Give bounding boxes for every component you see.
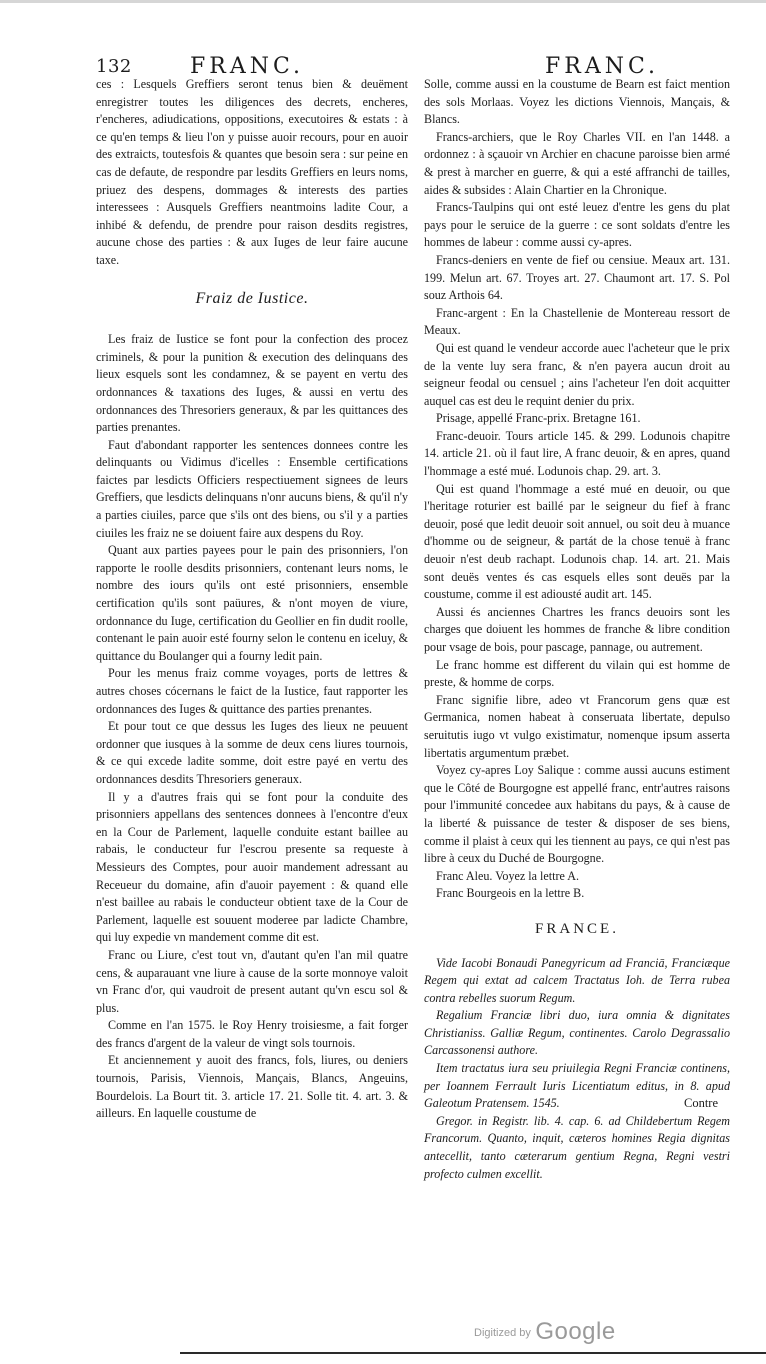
paragraph: Aussi és anciennes Chartres les francs deuoirs sont les charges que doiuent les hommes de franche & libre condition pour vsage de bois, pour pascage, pannage, ou autrement. <box>424 604 730 654</box>
digitized-by-google-watermark <box>474 1318 616 1346</box>
paragraph: Voyez cy-apres Loy Salique : comme aussi aucuns estiment que le Côté de Bourgogne est appellé franc, entr'autres raisons pour l'immunité concedee aux habitans du pays, & à cause de la liberté & puissance de tester & disposer de ses biens, comme il plaist à ceux qui les tiennent au pays, ce qui n'est pas libre à ceux du Duché de Bourgogne. <box>424 763 730 866</box>
paragraph: Franc signifie libre, adeo vt Francorum gens quæ est Germanica, nomen habeat à conseruata libertate, depulso seruitutis iugo vt vulgo existimatur, nomenque ipsum asserta libertatis argumentum præbet. <box>424 692 730 760</box>
paragraph: Qui est quand l'hommage a esté mué en deuoir, ou que l'heritage roturier est baillé par le seigneur du fief à franc deuoir, posé que ledit deuoir soit annuel, ou soit deu à muance d'homme ou de seigneur, & partát de la chose tenuë à franc deuoir n'est deub rachapt. Lodunois chap. 14. art. 21. Mais sont deuës ventes és cas esquels elles sont deuës par la coustume, comme il est adiousté audit art. 145. <box>424 481 730 602</box>
latin-reference: Vide Iacobi Bonaudi Panegyricum ad Franciā, Franciæque Regem qui extat ad calcem Tractatus Ioh. de Terra rubea contra rebelles suorum Regum. <box>424 955 730 1005</box>
paragraph: Franc ou Liure, c'est tout vn, d'autant qu'en l'an mil quatre cens, & auparauant vne liure à cause de la sorte monnoye valoit vn Franc d'or, qui vaudroit de present autant qu'vn escu sol & plus. <box>96 947 408 1015</box>
running-title-right: FRANC. <box>545 54 660 79</box>
paragraph: Faut d'abondant rapporter les sentences donnees contre les delinquants ou Vidimus d'icelles : Ensemble certifications faictes par lesdicts Officiers respectiuement signees de leurs Greffiers, que lesdicts delinquans n'onr aucuns biens, & qu'il n'y a parties ciuiles, parce que s'ils ont des biens, ou s'il y a parties ciuiles les fraiz ne se doiuent faire aux despens du Roy. <box>96 437 408 540</box>
page-bottom-edge <box>180 1352 766 1354</box>
paragraph: Qui est quand le vendeur accorde auec l'acheteur que le prix de la vente luy sera franc, & n'en payera aucun droit au seigneur feodal ou censuel ; ains l'acheteur l'en doit acquitter auquel cas est deu le requint denier du prix. <box>424 340 730 408</box>
paragraph: Franc Aleu. Voyez la lettre A. <box>436 868 579 883</box>
section-heading-france: FRANCE. <box>535 920 619 937</box>
latin-reference: Gregor. in Registr. lib. 4. cap. 6. ad Childebertum Regem Francorum. Quanto, inquit, cæteros homines Regia dignitas antecellit, tanto cæterarum gentium Regna, Regni vestri profecto culmen excellit. <box>424 1113 730 1181</box>
page-top-edge <box>0 0 766 3</box>
section-heading-fraiz-de-iustice: Fraiz de Iustice. <box>195 289 309 307</box>
paragraph: Et pour tout ce que dessus les Iuges des lieux ne peuuent ordonner que iusques à la somme de deux cens liures tournois, & ce qui excede ladite somme, doit estre payé en vertu des ordonnances desdits Thresoriers generaux. <box>96 719 408 786</box>
catchword: Contre <box>684 1096 719 1110</box>
latin-reference: Regalium Franciæ libri duo, iura omnia & dignitates Christianiss. Galliæ Regum, continentes. Carolo Degrassalio Carcassonensi authore. <box>424 1008 730 1058</box>
paragraph: Francs-Taulpins qui ont esté leuez d'entre les gens du plat pays pour le seruice de la guerre : ce sont soldats d'entre les hommes de labeur : comme aussi cy-apres. <box>424 200 730 250</box>
paragraph: Il y a d'autres frais qui se font pour la conduite des prisonniers appellans des sentences donnees à l'encontre d'eux en la Cour de Parlement, laquelle conduite estant baillee au rabais, le conducteur fur l'escrou presente sa requeste à Messieurs des Comptes, pour auoir mandement adressant au Receueur du domaine, afin d'auoir payement : & quand elle n'est baillee au rabais le conducteur obtient taxe de la Cour de Parlement, laquelle est souuent moderee par ladicte Chambre, qui luy expedie vn mandement comme dit est. <box>96 789 408 945</box>
digitized-by-label: Digitized by <box>474 1327 531 1339</box>
running-title-left: FRANC. <box>190 54 305 79</box>
latin-references <box>424 955 730 1184</box>
paragraph: Franc Bourgeois en la lettre B. <box>436 886 585 901</box>
paragraph: Franc-argent : En la Chastellenie de Montereau ressort de Meaux. <box>424 305 730 338</box>
paragraph: Les fraiz de Iustice se font pour la confection des procez criminels, & pour la punition & execution des delinquans des lieux esquels sont les condamnez, & se payent en vertu des ordonnances & taxations des Iuges, & aussi en vertu des ordonnances des Thresoriers generaux, & par les quittances des parties prenantes. <box>96 332 408 435</box>
right-column <box>424 76 730 1183</box>
paragraph: Franc-deuoir. Tours article 145. & 299. Lodunois chapitre 14. article 21. où il faut lire, A franc deuoir, & en apres, quand l'hommage a esté mué. Lodunois chap. 29. art. 3. <box>424 428 730 479</box>
paragraph: Prisage, appellé Franc-prix. Bretagne 161. <box>436 411 641 426</box>
paragraph: Comme en l'an 1575. le Roy Henry troisiesme, a fait forger des francs d'argent de la valeur de vingt sols tournois. <box>96 1018 408 1050</box>
google-logo: Google <box>535 1318 616 1345</box>
paragraph: Francs-deniers en vente de fief ou censiue. Meaux art. 131. 199. Melun art. 67. Troyes art. 27. Chaumont art. 17. S. Pol souz Arthois 64. <box>424 252 730 303</box>
paragraph: Solle, comme aussi en la coustume de Bearn est faict mention des sols Morlaas. Voyez les dictions Viennois, Mançais, & Blancs. <box>424 77 730 127</box>
page-number: 132 <box>96 56 132 77</box>
latin-reference: Item tractatus iura seu priuilegia Regni Franciæ continens, per Ioannem Ferrault Iuris Licentiatum editus, in 8. apud Galeotum Pratensem. 1545. <box>424 1061 730 1111</box>
paragraph: Pour les menus fraiz comme voyages, ports de lettres & autres choses cócernans le faict de la Iustice, faut rapporter les ordonnances des Iuges & quittance des parties prenantes. <box>96 666 408 716</box>
left-column <box>96 76 408 1123</box>
paragraph: Le franc homme est different du vilain qui est homme de preste, & homme de corps. <box>424 657 730 690</box>
paragraph: Quant aux parties payees pour le pain des prisonniers, l'on rapporte le roolle desdits prisonniers, contenant leurs noms, le nombre des iours qu'ils ont esté prisonniers, ensemble certification qu'ils sont paüures, & n'ont moyen de viure, ordonnance du Iuge, certification du Geollier en fin dudit roolle, contenant le pain auoir esté fourny selon le contenu en iceluy, & quittance du Boulanger qui a fourny ledit pain. <box>96 543 408 663</box>
paragraph: Et anciennement y auoit des francs, fols, liures, ou deniers tournois, Parisis, Viennois, Mançais, Blancs, Angeuins, Bourdelois. La Bourt tit. 3. article 17. 21. Solle tit. 4. art. 3. & ailleurs. En laquelle coustume de <box>96 1053 408 1121</box>
paragraph: Francs-archiers, que le Roy Charles VII. en l'an 1448. a ordonnez : à sçauoir vn Archier en chacune paroisse bien armé & prest à marcher en guerre, & qui a esté affranchi de tailles, aides & subsides : Alain Chartier en la Chronique. <box>424 129 730 197</box>
paragraph: ces : Lesquels Greffiers seront tenus bien & deuëment enregistrer toutes les diligences des decrets, encheres, r'encheres, adiudications, oppositions, executoires & estats : à ce qu'en temps & lieu l'on y puisse auoir recours, pour en auoir des extraicts, toutesfois & quantes que besoin sera : sur peine en cas de defaute, de respondre par lesdits Greffiers en leurs noms, priuez des despens, dommages & interests des parties interessees : Ausquels Greffiers neantmoins ladite Cour, a inhibé & defendu, de prendre pour raison desdits registres, aucune chose des parties : & aux Iuges de leur faire aucune taxe. <box>96 77 408 267</box>
